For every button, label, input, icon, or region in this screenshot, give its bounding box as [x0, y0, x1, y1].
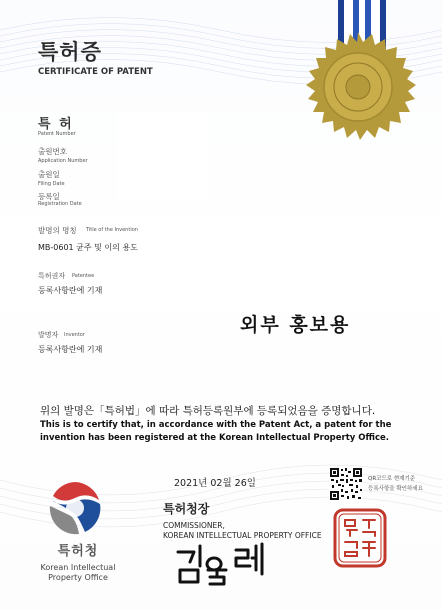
gold-seal-icon: [298, 30, 418, 150]
commissioner-title: 특허청장: [163, 502, 210, 516]
certification-statement-ko: 위의 발명은「특허법」에 따라 특허등록원부에 등록되었음을 증명합니다.: [40, 405, 376, 417]
qr-caption-line1: QR코드로 현재기준: [368, 476, 416, 482]
commissioner-title-en-1: COMMISSIONER,: [163, 521, 225, 530]
commissioner-signature: [170, 540, 280, 590]
inventor-value: 등록사항란에 기재: [38, 345, 103, 354]
patentee-label: 특허권자: [38, 272, 66, 280]
certificate-title-en: CERTIFICATE OF PATENT: [38, 67, 153, 77]
invention-title-value: MB-0601 균주 및 이의 용도: [38, 243, 138, 252]
issue-date: 2021년 02월 26일: [174, 478, 256, 489]
commissioner-title-en-2: KOREAN INTELLECTUAL PROPERTY OFFICE: [163, 531, 322, 540]
kipo-logo-name-en-1: Korean Intellectual: [40, 563, 116, 572]
inventor-label-en: Inventor: [64, 332, 85, 338]
external-promo-text: 외부 홍보용: [240, 314, 351, 336]
invention-title-label-en: Title of the Invention: [86, 227, 138, 233]
invention-title-label: 발명의 명칭: [38, 226, 77, 235]
kipo-logo-icon: [45, 478, 105, 538]
filing-date-label-en: Filing Date: [38, 181, 65, 187]
filing-date-label: 출원일: [38, 170, 60, 179]
application-number-label-en: Application Number: [38, 158, 88, 164]
qr-caption-line2: 등록사항을 확인하세요: [368, 486, 423, 492]
patent-number-label-en: Patent Number: [38, 131, 76, 137]
official-red-stamp: [333, 508, 387, 568]
redacted-area: [118, 112, 208, 200]
patentee-label-en: Patentee: [72, 273, 95, 279]
patent-number-label: 특 허: [38, 117, 74, 132]
registration-date-label-en: Registration Date: [38, 201, 82, 207]
certification-statement-en-1: This is to certify that, in accordance with the Patent Act, a patent for the: [40, 420, 392, 430]
certification-statement-en-2: invention has been registered at the Korean Intellectual Property Office.: [40, 433, 389, 443]
registration-date-label: 등록일: [38, 192, 60, 201]
patentee-value: 등록사항란에 기재: [38, 286, 103, 295]
kipo-logo-name: 특허청: [57, 544, 99, 559]
kipo-logo-name-en-2: Property Office: [48, 573, 108, 582]
application-number-label: 출원번호: [38, 147, 67, 156]
inventor-label: 발명자: [38, 331, 59, 339]
certificate-title: 특허증: [38, 40, 102, 64]
qr-code-icon[interactable]: [329, 467, 363, 501]
